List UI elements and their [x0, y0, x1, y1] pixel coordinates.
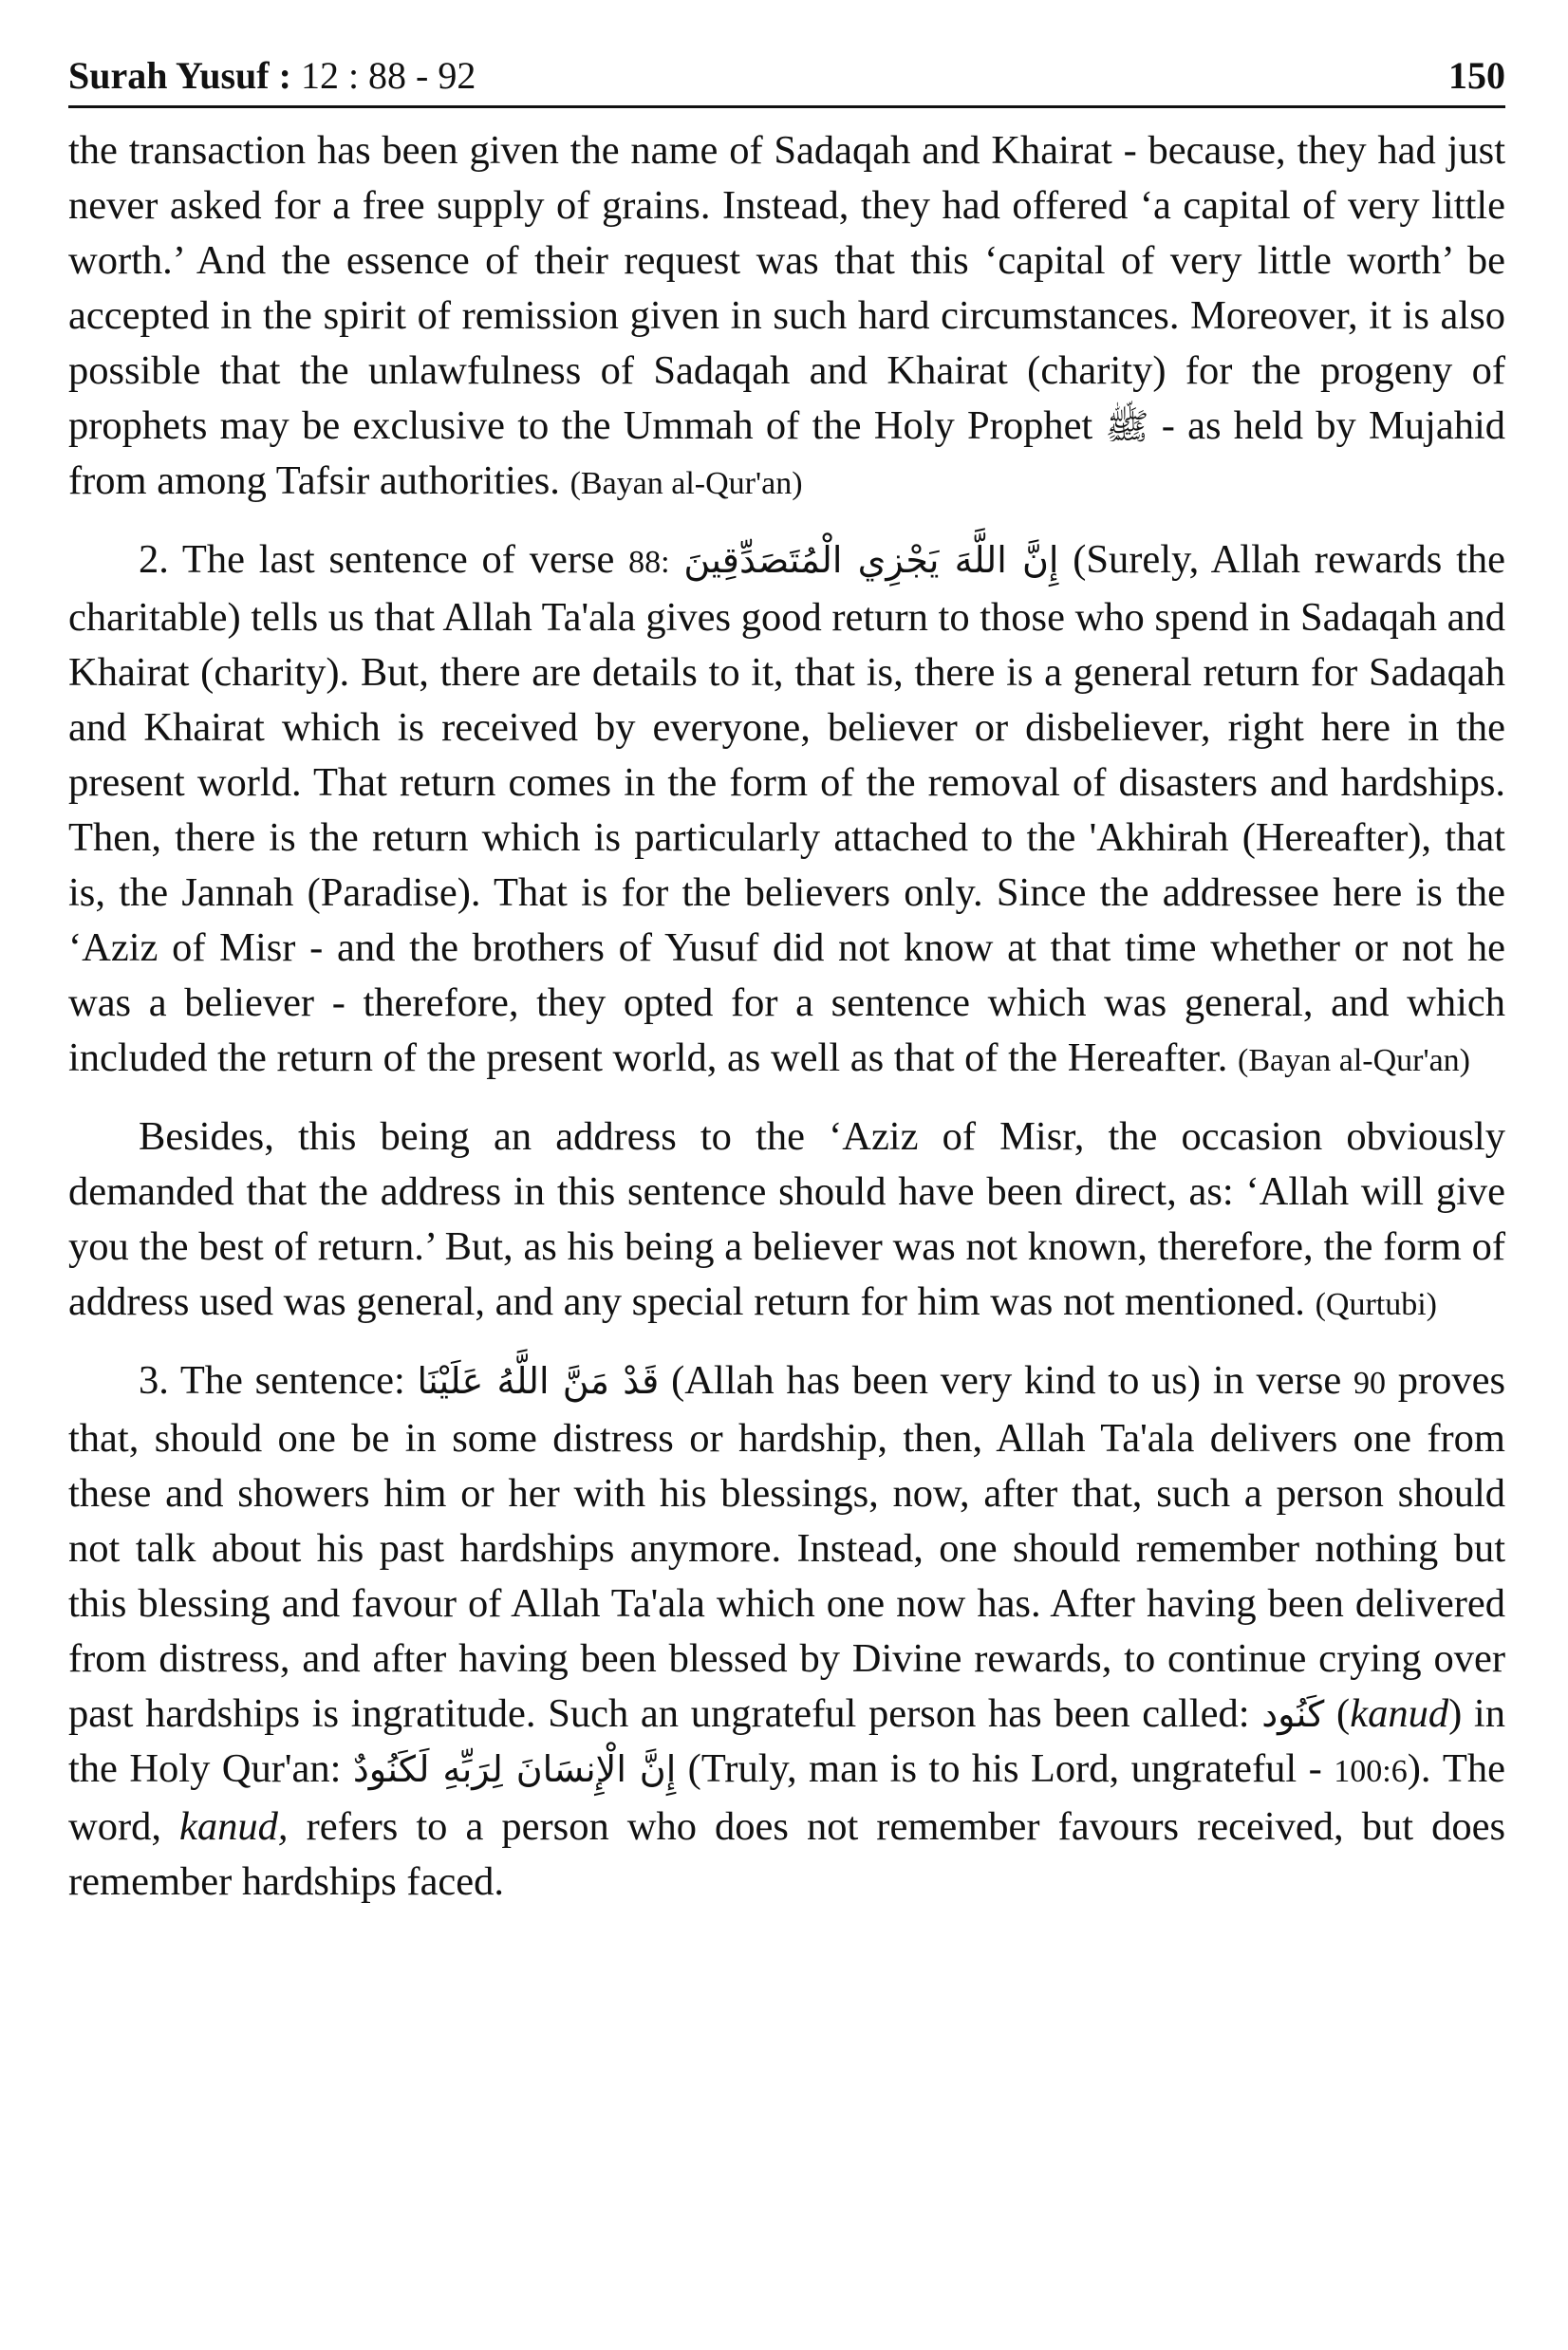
- paragraph-1: the transaction has been given the name of Sadaqah and Khairat - because, they had just never asked for a free supply of grains. Instead, they had offered ‘a capital of very little worth.’ And the essence of their request was that this ‘capital of very little worth’ be accepted in the spirit of remission given in such hard circumstances. Moreover, it is also possible that the unlawfulness of Sadaqah and Khairat (charity) for the progeny of prophets may be exclusive to the Ummah of the Holy Prophet ﷺ - as held by Mujahid from among Tafsir authorities. (Bayan al-Qur'an): [68, 128, 1505, 503]
- paragraph-2: 2. The last sentence of verse 88: إِنَّ اللَّهَ يَجْزِي الْمُتَصَدِّقِينَ (Surely, Allah rewards the charitable) tells us that Allah Ta'ala gives good return to those who spend in Sadaqah and Khairat (charity). But, there are details to it, that is, there is a general return for Sadaqah and Khairat which is received by everyone, believer or disbeliever, right here in the present world. That return comes in the form of the removal of disasters and hardships. Then, there is the return which is particularly attached to the 'Akhirah (Hereafter), that is, the Jannah (Paradise). That is for the believers only. Since the addressee here is the ‘Aziz of Misr - and the brothers of Yusuf did not know at that time whether or not he was a believer - therefore, they opted for a sentence which was general, and which included the return of the present world, as well as that of the Hereafter. (Bayan al-Qur'an): [68, 537, 1506, 1080]
- citation: (Qurtubi): [1315, 1287, 1437, 1322]
- transliterated-term: kanud,: [179, 1804, 289, 1849]
- arabic-quote: إِنَّ اللَّهَ يَجْزِي الْمُتَصَدِّقِينَ: [683, 539, 1059, 581]
- paragraph-4: 3. The sentence: قَدْ مَنَّ اللَّهُ عَلَيْنَا (Allah has been very kind to us) in verse 90 proves that, should one be in some distress or hardship, then, Allah Ta'ala delivers one from these and showers him or her with his blessings, now, after that, such a person should not talk about his past hardships anymore. Instead, one should remember nothing but this blessing and favour of Allah Ta'ala which one now has. After having been delivered from distress, and after having been blessed by Divine rewards, to continue crying over past hardships is ingratitude. Such an ungrateful person has been called: كَنُود (kanud) in the Holy Qur'an: إِنَّ الْإِنسَانَ لِرَبِّهِ لَكَنُودٌ (Truly, man is to his Lord, ungrateful - 100:6). The word, kanud, refers to a person who does not remember favours received, but does remember hardships faced.: [68, 1358, 1505, 1904]
- arabic-term: كَنُود: [1261, 1693, 1325, 1735]
- verse-range: 12 : 88 - 92: [300, 54, 476, 97]
- verse-number: 90: [1353, 1366, 1386, 1401]
- header-title: Surah Yusuf : 12 : 88 - 92: [68, 54, 476, 97]
- citation: (Bayan al-Qur'an): [1238, 1043, 1471, 1078]
- arabic-quote: إِنَّ الْإِنسَانَ لِرَبِّهِ لَكَنُودٌ: [352, 1748, 677, 1790]
- page-number: 150: [1448, 54, 1505, 97]
- verse-number: 88:: [628, 545, 670, 580]
- running-header: [68, 46, 1505, 108]
- verse-reference: 100:6: [1334, 1754, 1408, 1789]
- paragraph-3: Besides, this being an address to the ‘Aziz of Misr, the occasion obviously demanded that the address in this sentence should have been direct, as: ‘Allah will give you the best of return.’ But, as his being a believer was not known, therefore, the form of address used was general, and any special return for him was not mentioned. (Qurtubi): [68, 1114, 1505, 1324]
- citation: (Bayan al-Qur'an): [569, 466, 803, 501]
- page-body: [68, 123, 1505, 1910]
- transliterated-term: kanud: [1350, 1691, 1449, 1736]
- arabic-quote: قَدْ مَنَّ اللَّهُ عَلَيْنَا: [417, 1360, 660, 1402]
- surah-name: Surah Yusuf: [68, 54, 270, 97]
- salutation-glyph: ﷺ: [1105, 405, 1149, 447]
